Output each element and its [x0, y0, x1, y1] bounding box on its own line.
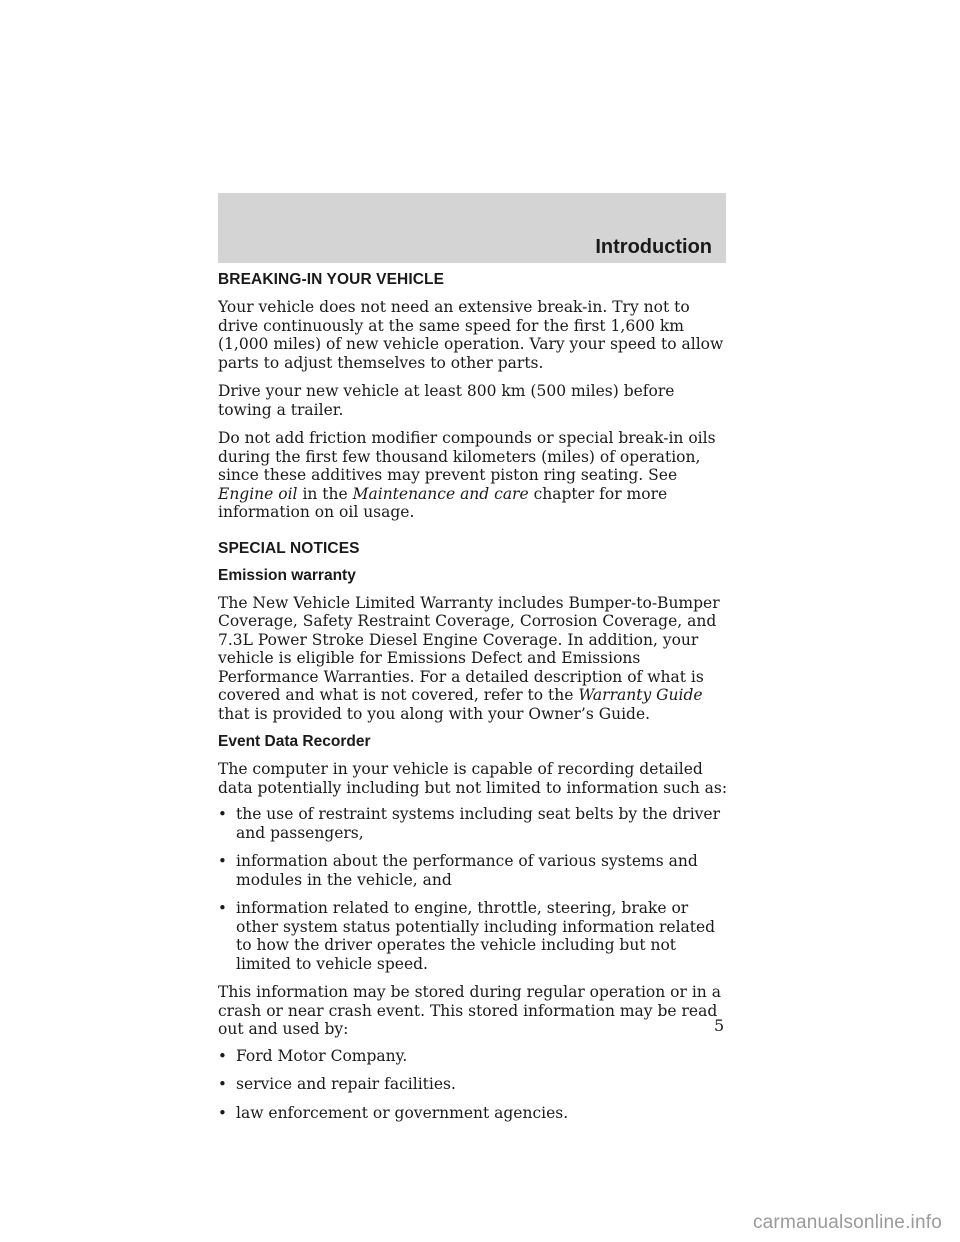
bullet-icon: •: [218, 805, 227, 823]
maintenance-care-reference: Maintenance and care: [352, 484, 529, 503]
bullet-icon: •: [218, 1103, 227, 1122]
bullet-icon: •: [218, 899, 227, 917]
breakin-paragraph-3: [218, 429, 728, 522]
breakin-p3-text-c: chapter for more information on oil usage.: [218, 484, 668, 521]
breakin-heading: BREAKING-IN YOUR VEHICLE: [218, 271, 445, 288]
watermark: carmanualsonline.info: [752, 1212, 942, 1233]
emission-warranty-paragraph: [218, 594, 728, 724]
edr-recorded-info-list: [218, 805, 728, 973]
section-header-band: [218, 193, 726, 263]
bullet-icon: •: [218, 852, 227, 870]
edr-intro-paragraph: The computer in your vehicle is capable of recording detailed data potentially including but not limited to information such as:: [218, 760, 728, 797]
emission-text-a: The New Vehicle Limited Warranty includes Bumper-to-Bumper Coverage, Safety Restraint Coverage, Corrosion Coverage, and 7.3L Power Stroke Diesel Engine Coverage. In addition, your vehicle is eligible for Emissions Defect and Emissions Performance Warranties. For a detailed description of what is covered and what is not covered, refer to the: [218, 593, 720, 704]
list-item: [218, 805, 728, 842]
list-item-text: law enforcement or government agencies.: [236, 1103, 569, 1122]
edr-users-list: [218, 1047, 728, 1123]
page-number: 5: [714, 1016, 725, 1035]
emission-text-b: that is provided to you along with your Owner’s Guide.: [218, 704, 651, 723]
bullet-icon: •: [218, 1046, 227, 1065]
bullet-icon: •: [218, 1075, 227, 1093]
page-content: [218, 271, 728, 1132]
special-notices-heading: SPECIAL NOTICES: [218, 539, 360, 557]
warranty-guide-reference: Warranty Guide: [578, 686, 703, 704]
event-data-recorder-heading: Event Data Recorder: [218, 733, 371, 750]
list-item: [218, 1075, 728, 1094]
list-item: [218, 1047, 728, 1066]
list-item: [218, 1104, 728, 1123]
edr-stored-paragraph: This information may be stored during regular operation or in a crash or near crash event. This stored information may be read out and used by:: [218, 983, 721, 1038]
list-item: [218, 852, 728, 889]
section-title: Introduction: [595, 236, 712, 258]
breakin-p3-text-a: Do not add friction modifier compounds or special break-in oils during the first few thousand kilometers (miles) of operation, since these additives may prevent piston ring seating. See: [218, 429, 716, 484]
list-item: [218, 899, 728, 973]
emission-warranty-heading: Emission warranty: [218, 566, 356, 584]
list-item-text: the use of restraint systems including seat belts by the driver and passengers,: [236, 805, 721, 842]
breakin-p3-text-b: in the: [297, 484, 353, 503]
engine-oil-reference: Engine oil: [218, 484, 298, 503]
list-item-text: information about the performance of various systems and modules in the vehicle, and: [236, 852, 698, 889]
list-item-text: information related to engine, throttle, steering, brake or other system status potentially including information related to how the driver operates the vehicle including but not limited to vehicle speed.: [236, 899, 716, 973]
breakin-paragraph-1: Your vehicle does not need an extensive break-in. Try not to drive continuously at the same speed for the first 1,600 km (1,000 miles) of new vehicle operation. Vary your speed to allow parts to adjust themselves to other parts.: [218, 298, 724, 372]
list-item-text: service and repair facilities.: [236, 1075, 456, 1093]
breakin-paragraph-2: Drive your new vehicle at least 800 km (500 miles) before towing a trailer.: [218, 382, 675, 419]
list-item-text: Ford Motor Company.: [236, 1046, 408, 1065]
